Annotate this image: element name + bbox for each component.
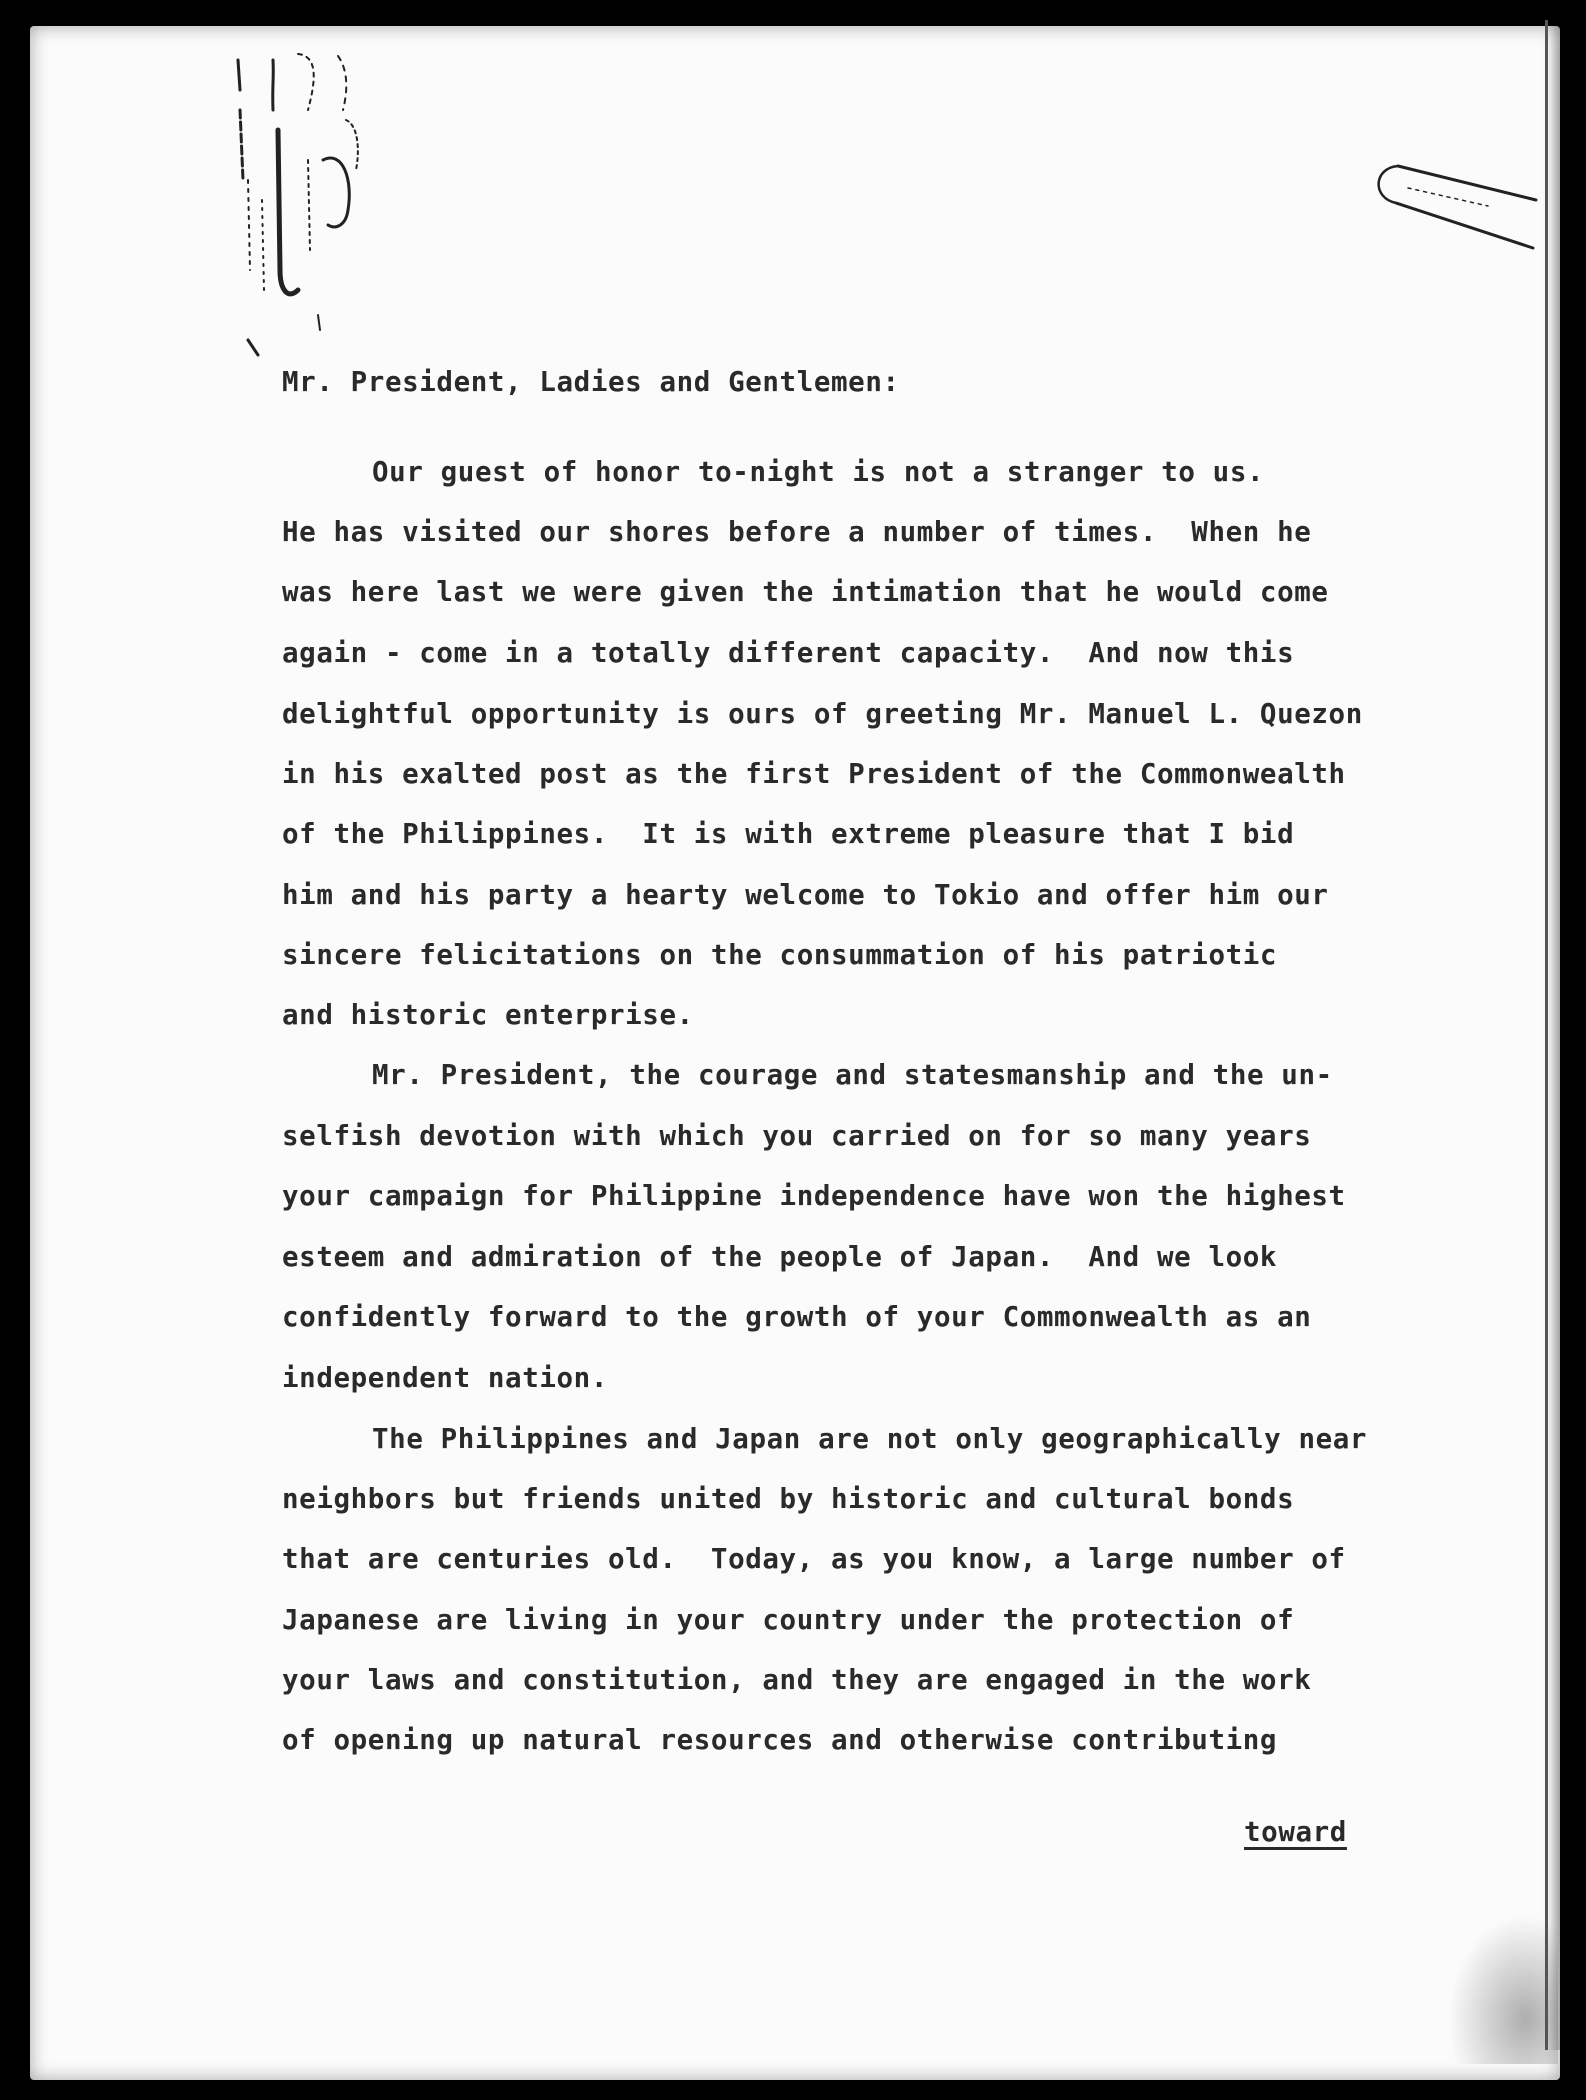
text-line: your laws and constitution, and they are engaged in the work: [282, 1664, 1312, 1696]
text-line: Our guest of honor to-night is not a stranger to us.: [372, 456, 1265, 488]
text-line: in his exalted post as the first President of the Commonwealth: [282, 758, 1346, 790]
text-line: The Philippines and Japan are not only geographically near: [372, 1423, 1368, 1455]
catchword: toward: [1244, 1816, 1347, 1848]
text-line: your campaign for Philippine independence have won the highest: [282, 1180, 1346, 1212]
text-line: Japanese are living in your country under the protection of: [282, 1604, 1295, 1636]
text-line: of the Philippines. It is with extreme pleasure that I bid: [282, 818, 1295, 850]
text-line: neighbors but friends united by historic and cultural bonds: [282, 1483, 1295, 1515]
text-line: Mr. President, the courage and statesmanship and the un-: [372, 1059, 1333, 1091]
text-line: He has visited our shores before a number of times. When he: [282, 516, 1312, 548]
text-line: selfish devotion with which you carried on for so many years: [282, 1120, 1312, 1152]
text-line: was here last we were given the intimation that he would come: [282, 576, 1329, 608]
text-line: sincere felicitations on the consummation of his patriotic: [282, 939, 1278, 971]
text-line: and historic enterprise.: [282, 999, 694, 1031]
text-line: delightful opportunity is ours of greeting Mr. Manuel L. Quezon: [282, 698, 1363, 730]
text-line: again - come in a totally different capacity. And now this: [282, 637, 1295, 669]
text-line: independent nation.: [282, 1362, 608, 1394]
text-line: esteem and admiration of the people of Japan. And we look: [282, 1241, 1278, 1273]
salutation: Mr. President, Ladies and Gentlemen:: [282, 366, 900, 398]
text-line: confidently forward to the growth of your Commonwealth as an: [282, 1301, 1312, 1333]
text-line: him and his party a hearty welcome to Tokio and offer him our: [282, 879, 1329, 911]
text-line: that are centuries old. Today, as you know, a large number of: [282, 1543, 1346, 1575]
text-line: of opening up natural resources and otherwise contributing: [282, 1724, 1278, 1756]
